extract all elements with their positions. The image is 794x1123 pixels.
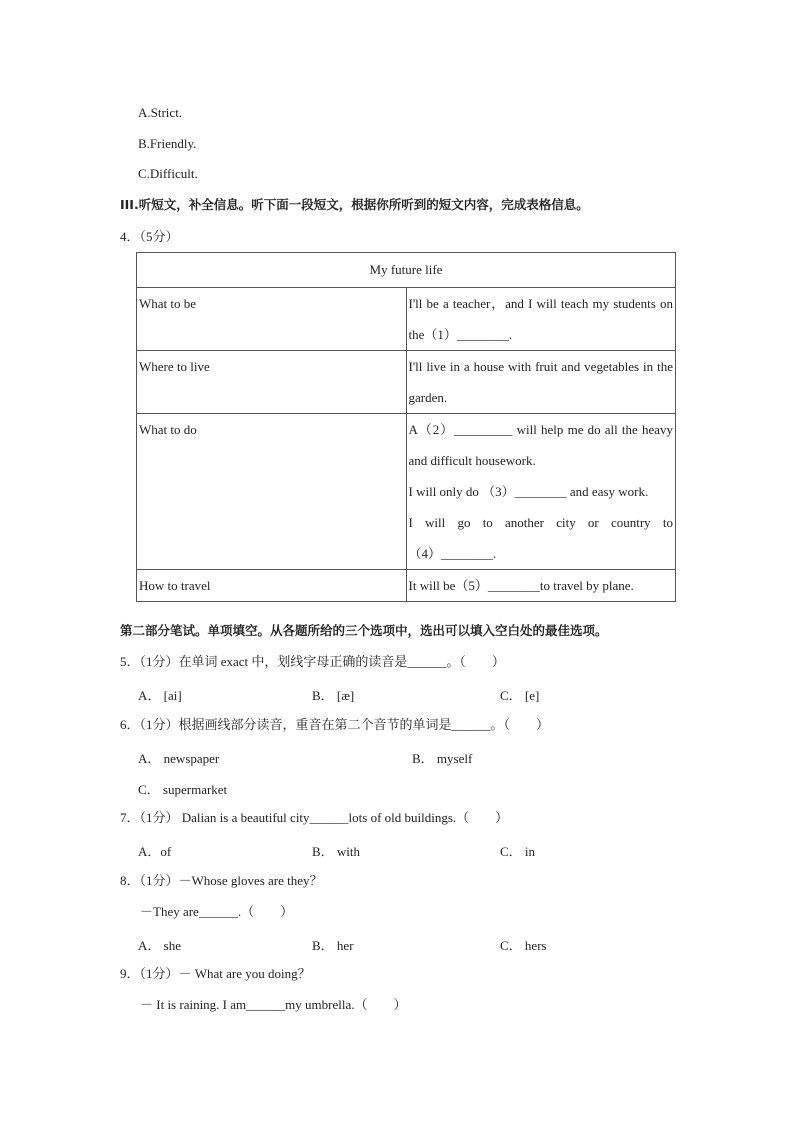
row-label: How to travel [137, 570, 407, 602]
question-5-stem: 5．（1分）在单词 exact 中，划线字母正确的读音是______。（ ） [120, 654, 505, 669]
question-9-stem: 9．（1分）－ What are you doing？ [120, 966, 311, 981]
part-2-title: 第二部分笔试。单项填空。从各题所给的三个选项中，选出可以填入空白处的最佳选项。 [120, 623, 608, 638]
row-line: I'll be a teacher，and I will teach my students on [408, 296, 673, 311]
q7-option-c[interactable]: C． in [500, 844, 536, 859]
q5-option-b[interactable]: B． [æ] [312, 688, 355, 703]
question-8-stem-2: －They are______.（ ） [140, 904, 294, 919]
table-title: My future life [137, 253, 676, 288]
table-row [137, 414, 676, 570]
q5-option-c[interactable]: C． [e] [500, 688, 540, 703]
q8-option-a[interactable]: A． she [138, 938, 181, 953]
q7-option-a[interactable]: A．of [138, 844, 172, 859]
row-label: Where to live [137, 351, 407, 414]
row-line: garden. [408, 390, 448, 405]
row-label: What to do [137, 414, 407, 570]
row-line: It will be（5）________to travel by plane. [408, 578, 634, 593]
q8-option-b[interactable]: B． her [312, 938, 354, 953]
row-content [406, 414, 676, 570]
q6-option-c[interactable]: C． supermarket [138, 782, 228, 797]
option-b: B.Friendly. [138, 136, 197, 151]
row-line: I will go to another city or country to [408, 515, 673, 530]
q5-option-a[interactable]: A． [ai] [138, 688, 182, 703]
q7-option-b[interactable]: B． with [312, 844, 361, 859]
future-life-table [136, 252, 676, 602]
row-content [406, 570, 676, 602]
option-a: A.Strict. [138, 105, 183, 120]
section-3-title: III.听短文，补全信息。听下面一段短文，根据你所听到的短文内容，完成表格信息。 [120, 197, 589, 212]
question-8-stem: 8．（1分）－Whose gloves are they？ [120, 873, 323, 888]
q6-option-a[interactable]: A． newspaper [138, 751, 220, 766]
row-content [406, 288, 676, 351]
row-line: and difficult housework. [408, 453, 536, 468]
q8-option-c[interactable]: C． hers [500, 938, 547, 953]
row-label: What to be [137, 288, 407, 351]
question-7-stem: 7．（1分） Dalian is a beautiful city______lots of old buildings.（ ） [120, 810, 509, 825]
table-row [137, 288, 676, 351]
row-line: （4）________. [408, 546, 497, 561]
row-line: I'll live in a house with fruit and vegetables in the [408, 359, 673, 374]
row-content [406, 351, 676, 414]
row-line: A（2）_________ will help me do all the heavy [408, 422, 673, 437]
option-c: C.Difficult. [138, 166, 198, 181]
row-line: I will only do （3）________ and easy work. [408, 484, 649, 499]
question-9-stem-2: － It is raining. I am______my umbrella.（ ） [140, 997, 407, 1012]
q6-option-b[interactable]: B． myself [412, 751, 473, 766]
question-4-label: 4．（5分） [120, 229, 179, 244]
table-row [137, 351, 676, 414]
question-6-stem: 6．（1分）根据画线部分读音，重音在第二个音节的单词是______。（ ） [120, 717, 550, 732]
table-row [137, 570, 676, 602]
row-line: the（1）________. [408, 327, 513, 342]
